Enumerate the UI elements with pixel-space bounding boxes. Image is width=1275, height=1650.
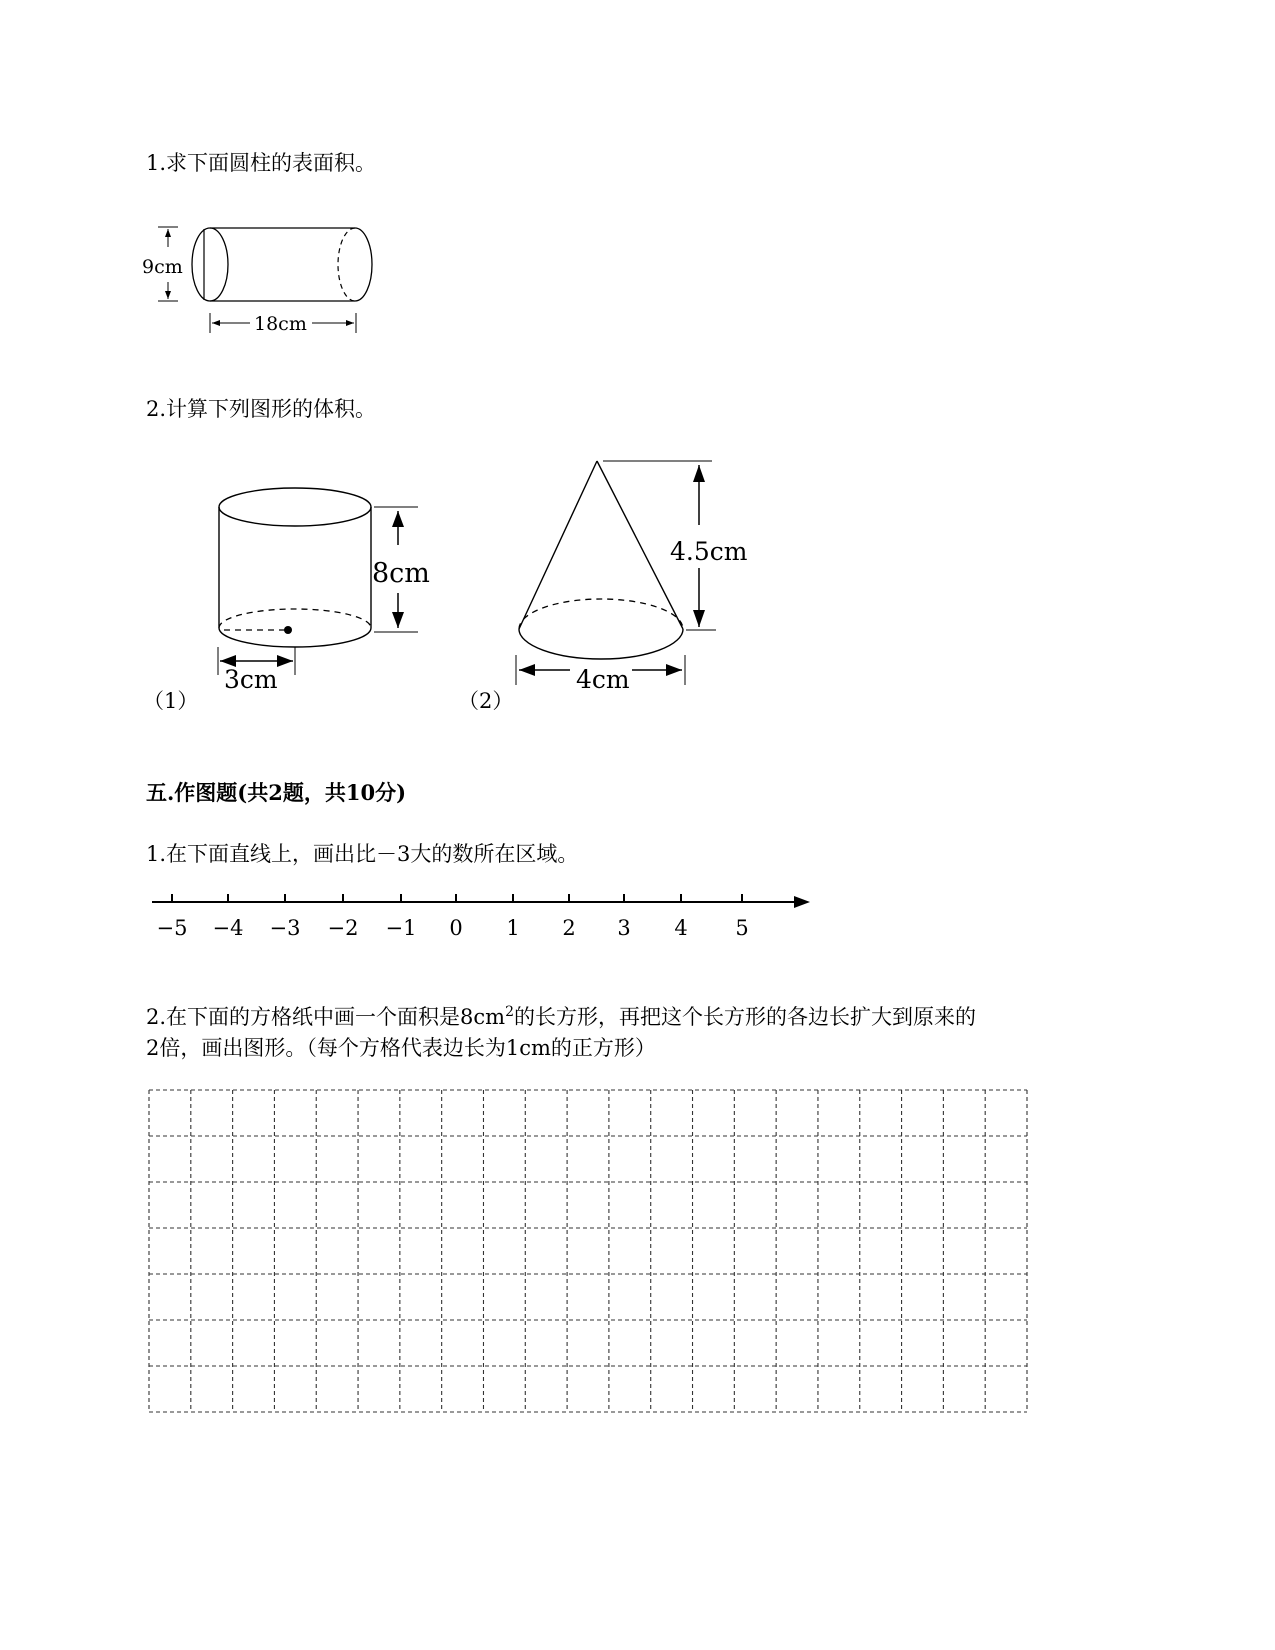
number-line [140,880,820,950]
height-label-4.5cm: 4.5cm [670,537,748,566]
cylinder-figure-2 [140,455,440,715]
s5q2-text [146,997,1126,1064]
figure-label-1: （1） [143,689,199,713]
s5q2-text-c: 2倍，画出图形。（每个方格代表边长为1cm的正方形） [146,1036,656,1060]
grid-paper[interactable] [147,1088,1031,1418]
tick-label: 4 [674,916,688,940]
tick-label: −5 [156,916,188,940]
tick-label: −1 [385,916,417,940]
tick-label: 5 [735,916,749,940]
s5q1-text: 1.在下面直线上，画出比－3大的数所在区域。 [146,842,579,866]
length-label-18cm: 18cm [254,313,307,335]
tick-label: −2 [327,916,359,940]
tick-label: −3 [269,916,301,940]
section-title: 五.作图题(共2题，共10分) [146,780,407,805]
q2-text: 2.计算下列图形的体积。 [146,397,377,421]
height-label-9cm: 9cm [142,256,183,278]
height-label-8cm: 8cm [372,558,430,589]
s5q2-text-b: 的长方形，再把这个长方形的各边长扩大到原来的 [514,1005,976,1029]
cone-figure [500,450,770,705]
q1-text: 1.求下面圆柱的表面积。 [146,151,377,175]
tick-label: 1 [506,916,520,940]
radius-label-3cm: 3cm [224,665,278,694]
figure-label-2: （2） [458,689,514,713]
s5q2-text-a: 2.在下面的方格纸中画一个面积是8cm [146,1005,506,1029]
superscript: 2 [505,1004,514,1020]
tick-label: −4 [212,916,244,940]
tick-label: 3 [617,916,631,940]
tick-label: 2 [562,916,576,940]
tick-label: 0 [449,916,463,940]
cylinder-figure-1 [140,215,390,340]
diameter-label-4cm: 4cm [576,665,630,694]
